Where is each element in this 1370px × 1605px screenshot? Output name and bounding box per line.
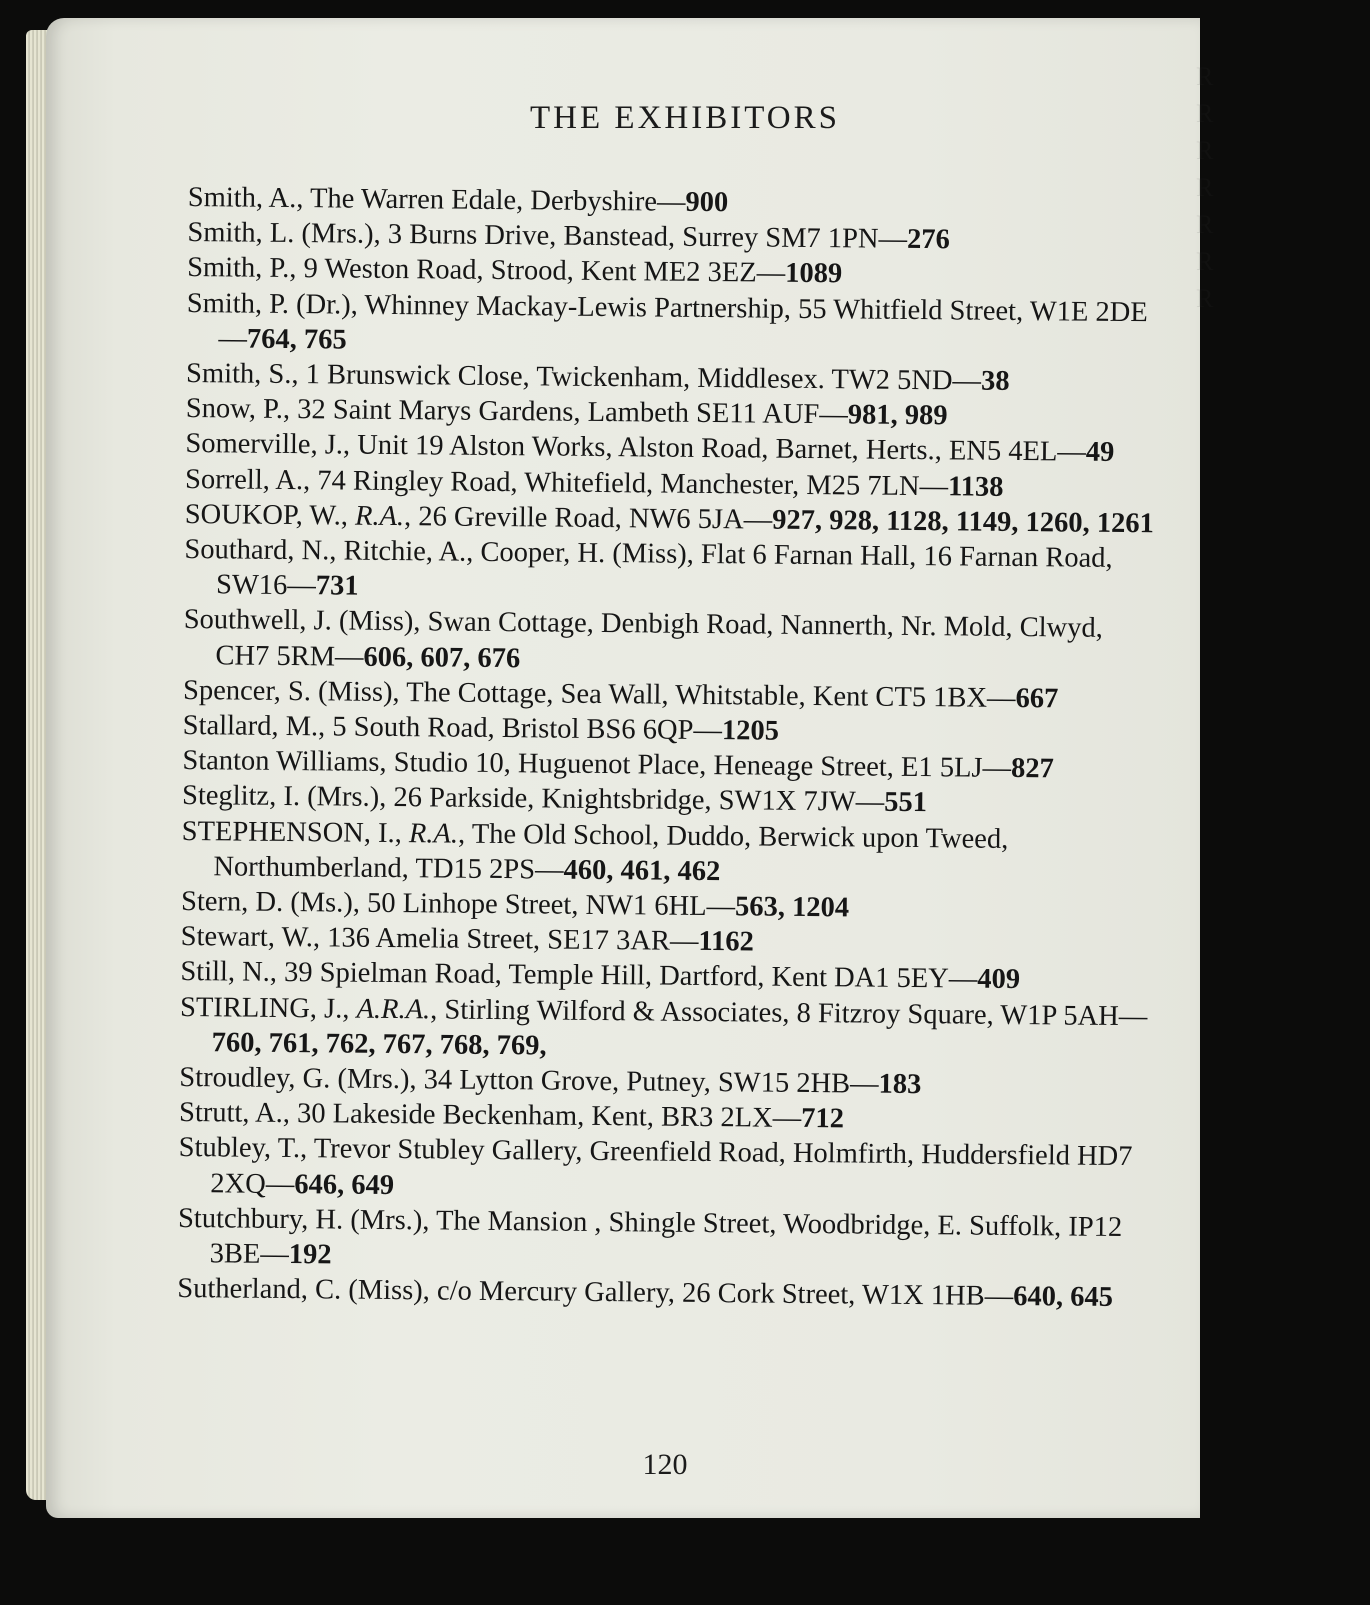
catalogue-numbers: 667 bbox=[1015, 682, 1059, 715]
exhibitor-address: Stanton Williams, Studio 10, Huguenot Place, Heneage Street, E1 5LJ— bbox=[182, 745, 1012, 785]
catalogue-numbers: 640, 645 bbox=[1013, 1281, 1114, 1314]
exhibitor-address: STIRLING, J., bbox=[179, 991, 357, 1025]
exhibitor-entry bbox=[184, 532, 1165, 612]
catalogue-numbers: 49 bbox=[1085, 437, 1115, 469]
exhibitor-address: Smith, L. (Mrs.), 3 Burns Drive, Banstead, Surrey SM7 1PN— bbox=[187, 217, 908, 256]
academy-title: R.A. bbox=[354, 500, 405, 532]
catalogue-numbers: 764, 765 bbox=[246, 323, 347, 356]
exhibitor-address: Southard, N., Ritchie, A., Cooper, H. (Miss), Flat 6 Farnan Hall, 16 Farnan Road, SW16— bbox=[184, 534, 1113, 602]
page-number: 120 bbox=[642, 1448, 688, 1481]
exhibitor-entry bbox=[178, 1201, 1159, 1281]
academy-title: A.R.A. bbox=[356, 993, 431, 1026]
exhibitor-entry bbox=[186, 286, 1167, 366]
exhibitor-entry bbox=[178, 1130, 1159, 1210]
exhibitor-address: Steglitz, I. (Mrs.), 26 Parkside, Knightsbridge, SW1X 7JW— bbox=[181, 780, 885, 819]
catalogue-numbers: 606, 607, 676 bbox=[363, 641, 521, 674]
catalogue-numbers: 38 bbox=[980, 365, 1010, 397]
catalogue-numbers: 712 bbox=[801, 1103, 845, 1135]
exhibitor-address: Stubley, T., Trevor Stubley Gallery, Greenfield Road, Holmfirth, Huddersfield HD7 2XQ— bbox=[178, 1132, 1133, 1200]
exhibitor-address-cont: , Stirling Wilford & Associates, 8 Fitzroy Square, W1P 5AH— bbox=[430, 994, 1148, 1032]
exhibitor-entry bbox=[180, 990, 1161, 1070]
catalogue-numbers: 551 bbox=[884, 787, 928, 819]
catalogue-numbers: 1205 bbox=[721, 715, 780, 747]
catalogue-numbers: 192 bbox=[288, 1239, 332, 1271]
exhibitor-address: Sutherland, C. (Miss), c/o Mercury Gallery, 26 Cork Street, W1X 1HB— bbox=[177, 1273, 1014, 1313]
catalogue-numbers: 731 bbox=[315, 570, 359, 602]
exhibitor-address: Stroudley, G. (Mrs.), 34 Lytton Grove, Putney, SW15 2HB— bbox=[179, 1062, 879, 1100]
catalogue-numbers: 1138 bbox=[947, 470, 1004, 503]
exhibitor-address: Sorrell, A., 74 Ringley Road, Whitefield, Manchester, M25 7LN— bbox=[184, 463, 949, 502]
exhibitor-address-cont: , The Old School, Duddo, Berwick upon Tweed, Northumberland, TD15 2PS— bbox=[213, 818, 1009, 886]
exhibitor-address: Snow, P., 32 Saint Marys Gardens, Lambeth SE11 AUF— bbox=[185, 393, 849, 431]
exhibitor-entry bbox=[183, 602, 1164, 682]
exhibitor-address: Smith, A., The Warren Edale, Derbyshire— bbox=[187, 181, 686, 218]
exhibitor-address: Stutchbury, H. (Mrs.), The Mansion , Shingle Street, Woodbridge, E. Suffolk, IP12 3BE— bbox=[177, 1202, 1123, 1271]
exhibitor-address: Still, N., 39 Spielman Road, Temple Hill, Dartford, Kent DA1 5EY— bbox=[180, 956, 978, 996]
exhibitor-address: Smith, S., 1 Brunswick Close, Twickenham, Middlesex. TW2 5ND— bbox=[185, 358, 982, 397]
catalogue-numbers: 563, 1204 bbox=[734, 891, 850, 924]
catalogue-numbers: 981, 989 bbox=[847, 399, 948, 432]
exhibitor-address: SOUKOP, W., bbox=[184, 498, 356, 532]
exhibitor-entry bbox=[181, 814, 1162, 894]
exhibitor-address: Smith, P. (Dr.), Whinney Mackay-Lewis Partnership, 55 Whitfield Street, W1E 2DE— bbox=[186, 287, 1148, 355]
exhibitor-address: Stallard, M., 5 South Road, Bristol BS6 6QP— bbox=[182, 710, 723, 747]
page-title: THE EXHIBITORS bbox=[530, 100, 840, 136]
catalogue-numbers: 827 bbox=[1010, 753, 1054, 785]
exhibitor-list bbox=[177, 180, 1168, 1316]
exhibitor-address: Southwell, J. (Miss), Swan Cottage, Denbigh Road, Nannerth, Nr. Mold, Clwyd, CH7 5RM— bbox=[183, 604, 1103, 673]
exhibitor-address: Strutt, A., 30 Lakeside Beckenham, Kent, BR3 2LX— bbox=[178, 1097, 802, 1135]
exhibitor-address: Smith, P., 9 Weston Road, Strood, Kent ME2 3EZ— bbox=[187, 252, 786, 290]
show-through-text: R R R R R R R bbox=[1196, 62, 1214, 313]
academy-title: R.A. bbox=[408, 817, 459, 850]
exhibitor-address: Stewart, W., 136 Amelia Street, SE17 3AR— bbox=[180, 921, 699, 958]
catalogue-numbers: 276 bbox=[906, 224, 950, 256]
catalogue-numbers: 183 bbox=[878, 1068, 922, 1101]
exhibitor-address: Spencer, S. (Miss), The Cottage, Sea Wall, Whitstable, Kent CT5 1BX— bbox=[182, 674, 1016, 714]
exhibitor-address: STEPHENSON, I., bbox=[181, 815, 410, 849]
catalogue-numbers: 1162 bbox=[698, 926, 755, 958]
catalogue-numbers: 760, 761, 762, 767, 768, 769, bbox=[211, 1027, 547, 1062]
catalogue-numbers: 409 bbox=[977, 964, 1021, 996]
exhibitor-address: Stern, D. (Ms.), 50 Linhope Street, NW1 6HL— bbox=[180, 886, 736, 923]
catalogue-numbers: 1089 bbox=[785, 258, 843, 290]
catalogue-numbers: 646, 649 bbox=[294, 1168, 395, 1201]
catalogue-numbers: 927, 928, 1128, 1149, 1260, 1261 bbox=[772, 504, 1154, 540]
catalogue-numbers: 900 bbox=[685, 186, 729, 219]
exhibitor-address-cont: , 26 Greville Road, NW6 5JA— bbox=[403, 500, 773, 536]
exhibitor-address: Somerville, J., Unit 19 Alston Works, Alston Road, Barnet, Herts., EN5 4EL— bbox=[185, 428, 1086, 469]
catalogue-numbers: 460, 461, 462 bbox=[563, 854, 721, 888]
